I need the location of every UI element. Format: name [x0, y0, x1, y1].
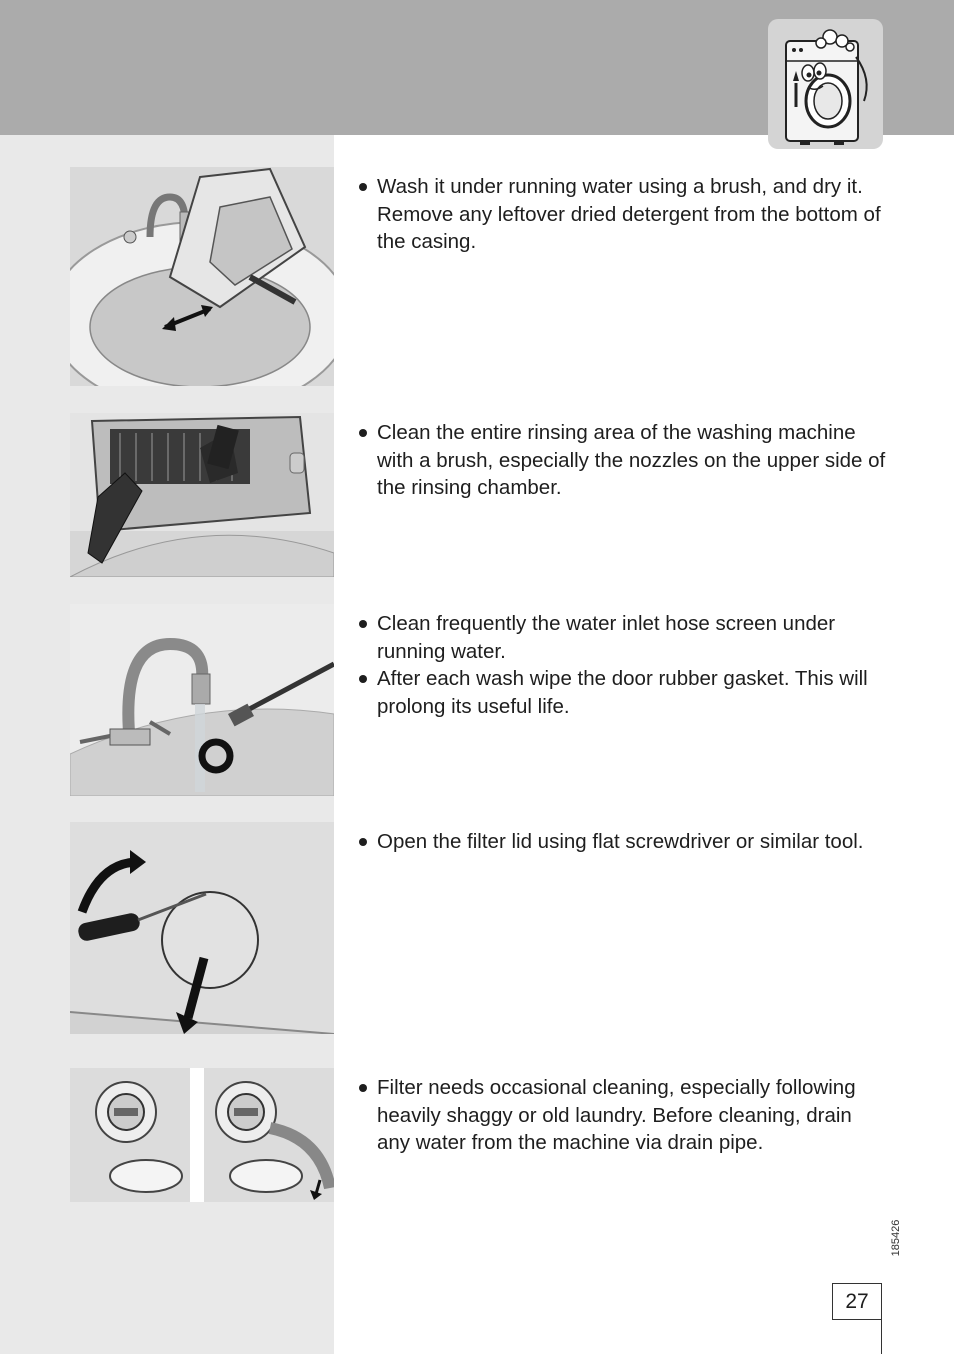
bullet-item: After each wash wipe the door rubber gasket. This will prolong its useful life. — [358, 665, 888, 720]
section-5-text — [358, 1074, 888, 1157]
bullet-item: Wash it under running water using a brush, and dry it. Remove any leftover dried detergent from the bottom of the casing. — [358, 173, 888, 256]
filter-drain-illustration — [70, 1068, 334, 1202]
wash-dispenser-illustration — [70, 167, 334, 386]
bullet-item: Clean frequently the water inlet hose screen under running water. — [358, 610, 888, 665]
section-1-text — [358, 173, 888, 256]
bullet-item: Open the filter lid using flat screwdriver or similar tool. — [358, 828, 888, 856]
rinsing-chamber-illustration — [70, 413, 334, 577]
inlet-hose-illustration — [70, 604, 334, 796]
page-number-rule — [881, 1320, 882, 1354]
page-number: 27 — [832, 1283, 882, 1320]
filter-lid-illustration — [70, 822, 334, 1034]
document-code-text: 185426 — [890, 1219, 902, 1257]
section-2-text — [358, 419, 888, 502]
bullet-item: Clean the entire rinsing area of the washing machine with a brush, especially the nozzles on the upper side of the rinsing chamber. — [358, 419, 888, 502]
section-3-text — [358, 610, 888, 720]
washing-machine-mascot-icon — [768, 19, 883, 149]
section-4-text — [358, 828, 888, 856]
bullet-item: Filter needs occasional cleaning, especially following heavily shaggy or old laundry. Before cleaning, drain any water from the machine via drain pipe. — [358, 1074, 888, 1157]
document-code — [881, 1220, 911, 1260]
